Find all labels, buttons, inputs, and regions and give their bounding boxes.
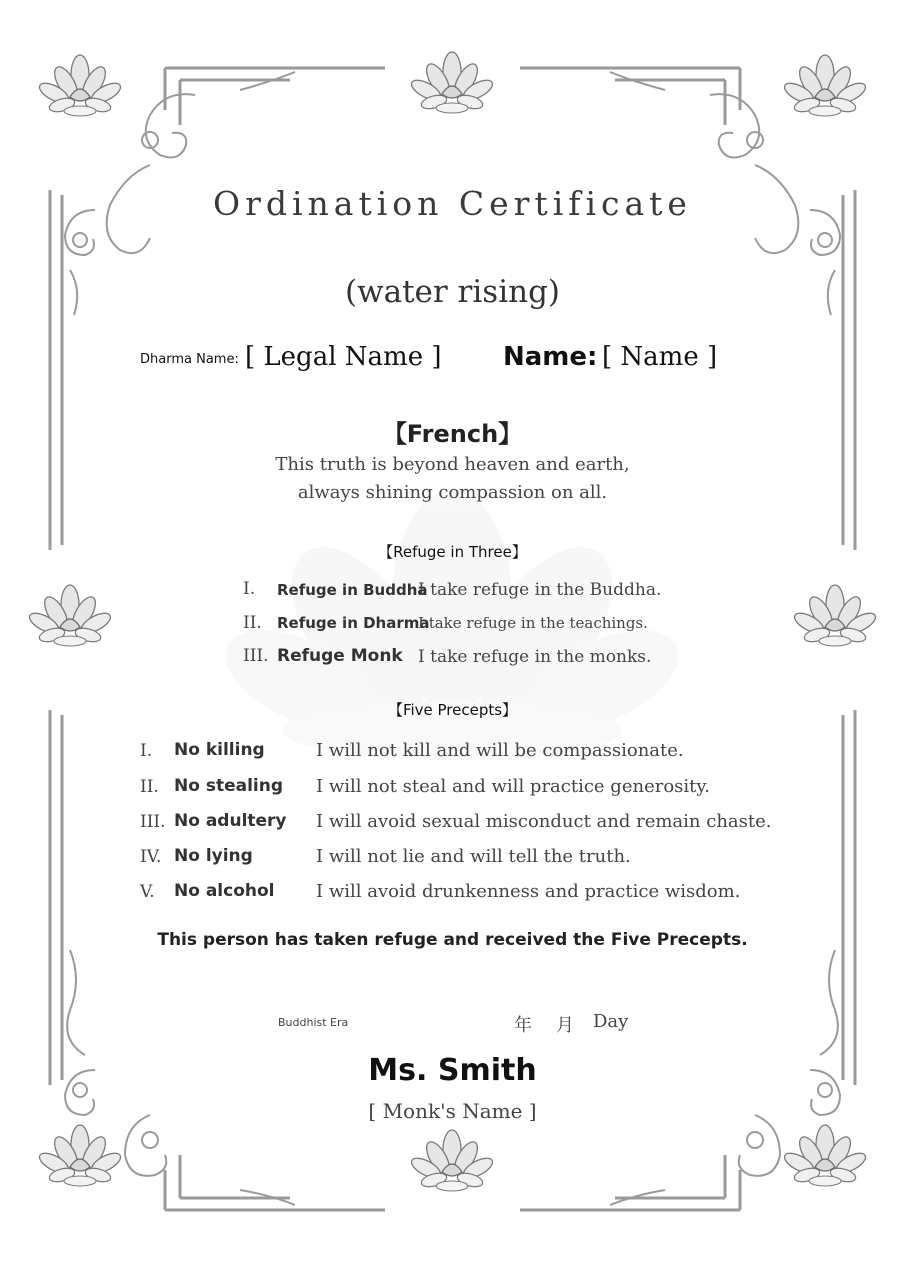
refuge-name: Refuge in Buddha: [277, 581, 428, 599]
precept-name: No stealing: [174, 776, 283, 796]
precept-numeral: III.: [140, 812, 166, 832]
name-label: Name:: [503, 342, 598, 372]
precept-numeral: II.: [140, 777, 159, 797]
precept-name: No killing: [174, 740, 265, 760]
precept-numeral: IV.: [140, 847, 162, 867]
precept-text: I will not lie and will tell the truth.: [316, 846, 631, 867]
ordination-statement: This person has taken refuge and received the Five Precepts.: [157, 930, 748, 950]
precept-text: I will avoid drunkenness and practice wisdom.: [316, 881, 741, 902]
verse-line-2: always shining compassion on all.: [297, 482, 608, 503]
section-heading: 【French】: [382, 420, 523, 448]
refuge-numeral: III.: [243, 646, 269, 666]
verse-line-1: This truth is beyond heaven and earth,: [275, 454, 630, 475]
certificate-title: Ordination Certificate: [213, 184, 692, 223]
refuge-numeral: I.: [243, 579, 256, 599]
monk-name: [ Monk's Name ]: [368, 1099, 537, 1123]
precept-name: No lying: [174, 846, 253, 866]
refuge-name: Refuge in Dharma: [277, 614, 430, 632]
refuge-text: I take refuge in the teachings.: [418, 614, 648, 632]
precept-text: I will not steal and will practice generosity.: [316, 776, 710, 797]
precept-name: No alcohol: [174, 881, 275, 901]
name-value: [ Name ]: [602, 342, 718, 372]
precept-text: I will avoid sexual misconduct and remain chaste.: [316, 811, 772, 832]
date-day: Day: [593, 1011, 629, 1032]
precept-numeral: I.: [140, 741, 153, 761]
dharma-name-label: Dharma Name:: [140, 352, 239, 367]
date-year: 年: [514, 1015, 532, 1036]
signer-name: Ms. Smith: [368, 1053, 537, 1088]
precept-name: No adultery: [174, 811, 287, 831]
precept-text: I will not kill and will be compassionate.: [316, 740, 684, 761]
refuge-heading: 【Refuge in Three】: [378, 543, 527, 561]
refuge-text: I take refuge in the Buddha.: [418, 580, 662, 600]
precept-numeral: V.: [140, 882, 155, 902]
refuge-numeral: II.: [243, 613, 262, 633]
date-month: 月: [556, 1015, 574, 1036]
precepts-heading: 【Five Precepts】: [387, 701, 518, 719]
refuge-text: I take refuge in the monks.: [418, 647, 652, 667]
certificate-subtitle: (water rising): [344, 274, 561, 310]
buddhist-era-label: Buddhist Era: [278, 1016, 349, 1029]
dharma-name-value: [ Legal Name ]: [245, 342, 442, 372]
refuge-name: Refuge Monk: [277, 646, 403, 666]
